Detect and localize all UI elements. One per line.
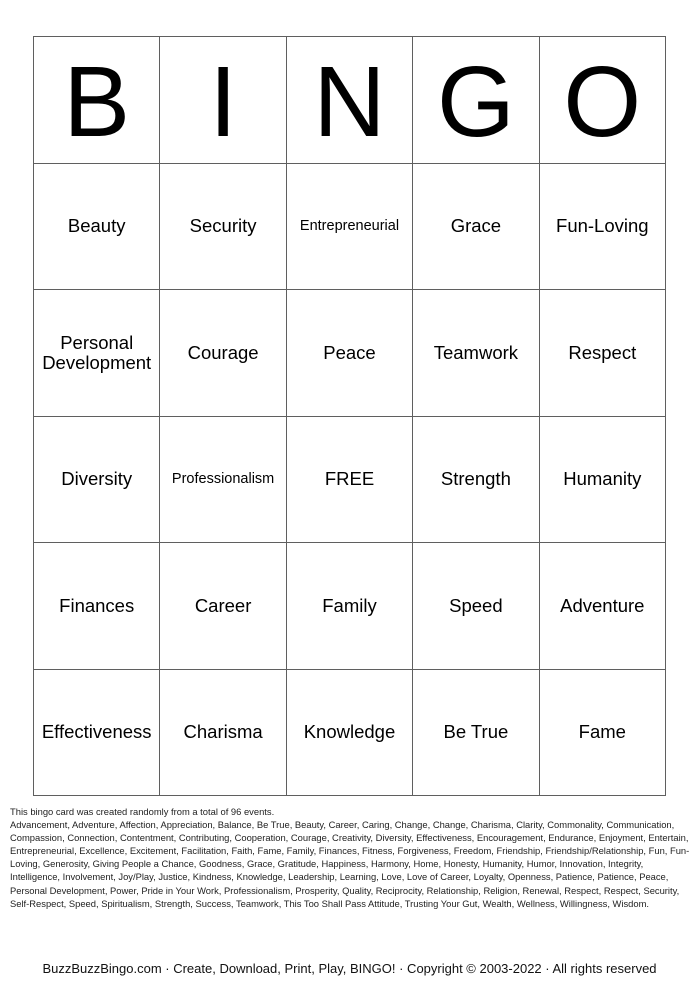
bingo-cell: Be True [413,670,539,797]
bingo-cell: Professionalism [160,417,286,544]
bingo-cell: Fame [540,670,666,797]
bingo-cell: Charisma [160,670,286,797]
header-letter-g: G [413,37,539,164]
bingo-cell: Fun-Loving [540,164,666,291]
event-list-notes [10,805,694,910]
bingo-cell: Humanity [540,417,666,544]
bingo-cell: Peace [287,290,413,417]
notes-intro: This bingo card was created randomly from a total of 96 events. [10,806,275,817]
bingo-cell: Adventure [540,543,666,670]
notes-event-list: Advancement, Adventure, Affection, Appreciation, Balance, Be True, Beauty, Career, Caring, Change, Change, Charisma, Clarity, Commonality, Communication, Compassion, Connection, Contentment, Contributing, Cooperation, Courage, Creativity, Diversity, Effectiveness, Encouragement, Endurance, Enjoyment, Entertain, Entrepreneurial, Excellence, Excitement, Facilitation, Faith, Fame, Family, Finances, Fitness, Forgiveness, Freedom, Friendship, Friendship/Relationship, Fun, Fun-Loving, Generosity, Giving People a Chance, Goodness, Grace, Gratitude, Happiness, Harmony, Home, Honesty, Humanity, Humor, Innovation, Integrity, Intelligence, Involvement, Joy/Play, Justice, Kindness, Knowledge, Leadership, Learning, Love, Love of Career, Loyalty, Openness, Patience, Patience, Peace, Personal Development, Power, Pride in Your Work, Professionalism, Prosperity, Quality, Reciprocity, Relationship, Religion, Renewal, Respect, Respect, Security, Self-Respect, Speed, Spiritualism, Strength, Success, Teamwork, This Too Shall Pass Attitude, Trusting Your Gut, Wealth, Wellness, Willingness, Wisdom. [10,819,690,909]
header-letter-o: O [540,37,666,164]
bingo-card [33,36,666,796]
bingo-cell: Effectiveness [34,670,160,797]
header-letter-i: I [160,37,286,164]
bingo-cell: Beauty [34,164,160,291]
bingo-cell: Strength [413,417,539,544]
bingo-cell: Grace [413,164,539,291]
bingo-cell: Personal Development [34,290,160,417]
bingo-cell: Diversity [34,417,160,544]
bingo-cell: Knowledge [287,670,413,797]
bingo-cell: Security [160,164,286,291]
header-letter-n: N [287,37,413,164]
bingo-cell: Career [160,543,286,670]
header-letter-b: B [34,37,160,164]
bingo-cell: Respect [540,290,666,417]
bingo-cell: Family [287,543,413,670]
bingo-cell: Teamwork [413,290,539,417]
bingo-cell: Speed [413,543,539,670]
bingo-cell: Finances [34,543,160,670]
free-space-cell: FREE [287,417,413,544]
footer-copyright: BuzzBuzzBingo.com · Create, Download, Print, Play, BINGO! · Copyright © 2003-2022 · All rights reserved [42,961,657,976]
bingo-cell: Courage [160,290,286,417]
bingo-cell: Entrepreneurial [287,164,413,291]
